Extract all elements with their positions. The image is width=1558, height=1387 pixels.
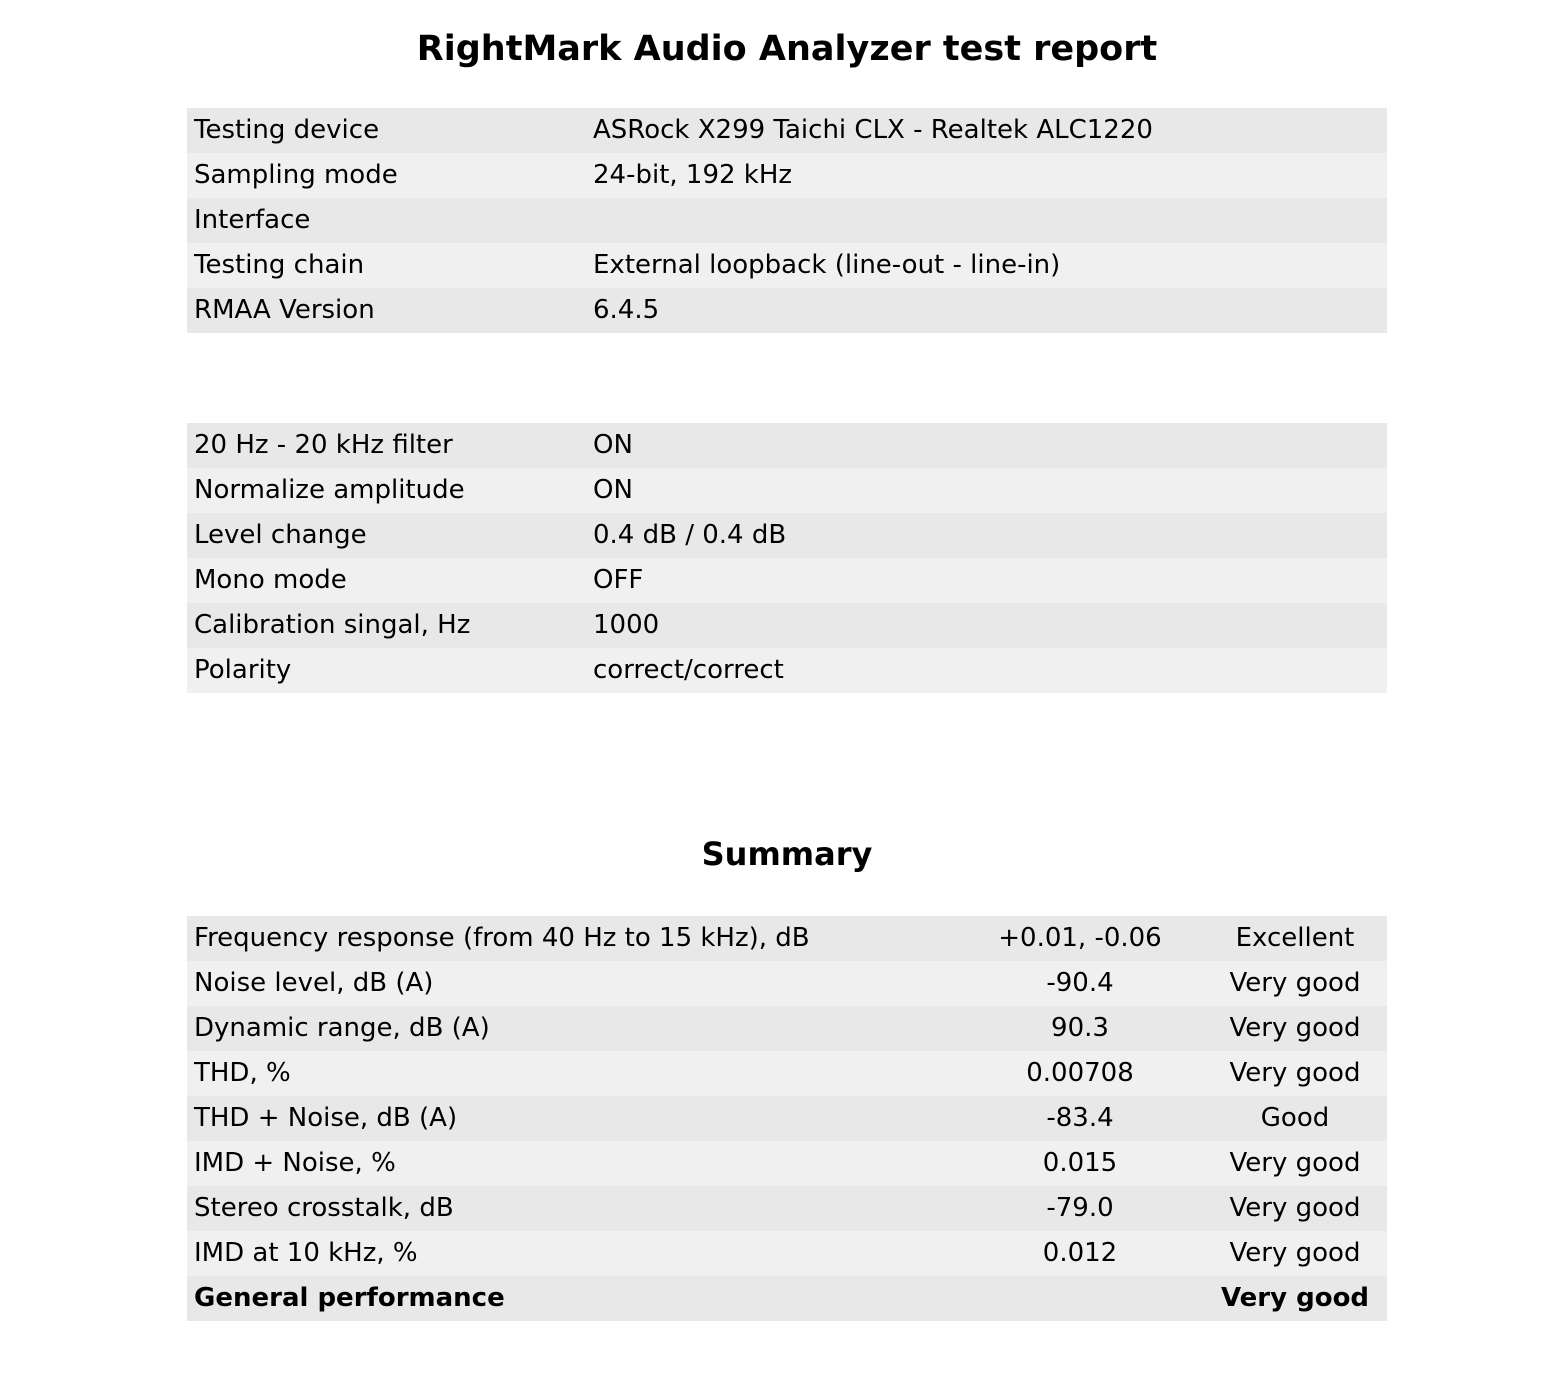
param-value: 24-bit, 192 kHz <box>593 160 793 190</box>
table-row <box>187 423 1387 468</box>
setting-value: correct/correct <box>593 655 784 685</box>
param-label: RMAA Version <box>194 295 375 325</box>
param-value <box>586 198 1387 243</box>
setting-label: 20 Hz - 20 kHz filter <box>194 430 453 460</box>
metric-rating: Excellent <box>1235 923 1355 953</box>
metric-name: Frequency response (from 40 Hz to 15 kHz), dB <box>194 923 810 953</box>
metric-name: Dynamic range, dB (A) <box>194 1013 490 1043</box>
table-row <box>187 1006 1387 1051</box>
setting-value: 0.4 dB / 0.4 dB <box>593 520 787 550</box>
table-row <box>187 603 1387 648</box>
summary-table <box>187 916 1387 1321</box>
metric-name: IMD at 10 kHz, % <box>194 1238 418 1268</box>
table-row <box>187 468 1387 513</box>
param-label: Testing chain <box>194 250 365 280</box>
test-settings-table <box>187 423 1387 693</box>
metric-rating: Very good <box>1229 1193 1361 1223</box>
metric-value: 0.012 <box>1042 1238 1118 1268</box>
table-row <box>187 1141 1387 1186</box>
general-performance-label: General performance <box>194 1283 505 1313</box>
metric-rating: Very good <box>1229 1058 1361 1088</box>
metric-name: THD, % <box>194 1058 291 1088</box>
param-label: Sampling mode <box>194 160 398 190</box>
table-row <box>187 243 1387 288</box>
setting-value: OFF <box>593 565 644 595</box>
setting-label: Calibration singal, Hz <box>194 610 471 640</box>
test-parameters-table <box>187 108 1387 333</box>
param-value: ASRock X299 Taichi CLX - Realtek ALC1220 <box>593 115 1153 145</box>
metric-name: Stereo crosstalk, dB <box>194 1193 454 1223</box>
table-row <box>187 1231 1387 1276</box>
table-row <box>187 1186 1387 1231</box>
table-row <box>187 1051 1387 1096</box>
metric-name: THD + Noise, dB (A) <box>194 1103 458 1133</box>
table-row <box>187 153 1387 198</box>
table-row <box>187 648 1387 693</box>
metric-name: IMD + Noise, % <box>194 1148 396 1178</box>
metric-rating: Very good <box>1229 1148 1361 1178</box>
param-label: Testing device <box>194 115 380 145</box>
metric-rating: Very good <box>1229 968 1361 998</box>
table-row <box>187 916 1387 961</box>
setting-value: 1000 <box>593 610 660 640</box>
param-label: Interface <box>194 205 311 235</box>
metric-name: Noise level, dB (A) <box>194 968 434 998</box>
metric-rating: Good <box>1260 1103 1330 1133</box>
setting-value: ON <box>593 475 633 505</box>
table-row <box>187 961 1387 1006</box>
metric-rating: Very good <box>1229 1013 1361 1043</box>
table-row <box>187 198 1387 243</box>
metric-value: -79.0 <box>1046 1193 1114 1223</box>
table-row <box>187 288 1387 333</box>
table-row <box>187 108 1387 153</box>
setting-value: ON <box>593 430 633 460</box>
general-performance-rating: Very good <box>1220 1283 1370 1313</box>
metric-value: 0.00708 <box>1026 1058 1134 1088</box>
param-value: 6.4.5 <box>593 295 660 325</box>
metric-value: +0.01, -0.06 <box>998 923 1162 953</box>
metric-value: -90.4 <box>1046 968 1114 998</box>
setting-label: Normalize amplitude <box>194 475 465 505</box>
param-value: External loopback (line-out - line-in) <box>593 250 1061 280</box>
metric-value: -83.4 <box>1046 1103 1114 1133</box>
setting-label: Level change <box>194 520 367 550</box>
general-performance-value <box>957 1276 1203 1321</box>
table-row <box>187 558 1387 603</box>
setting-label: Polarity <box>194 655 292 685</box>
metric-value: 0.015 <box>1042 1148 1118 1178</box>
report-title: RightMark Audio Analyzer test report <box>416 29 1158 69</box>
summary-heading: Summary <box>701 835 873 873</box>
table-row <box>187 513 1387 558</box>
metric-value: 90.3 <box>1051 1013 1109 1043</box>
general-performance-row <box>187 1276 1387 1321</box>
metric-rating: Very good <box>1229 1238 1361 1268</box>
setting-label: Mono mode <box>194 565 347 595</box>
table-row <box>187 1096 1387 1141</box>
